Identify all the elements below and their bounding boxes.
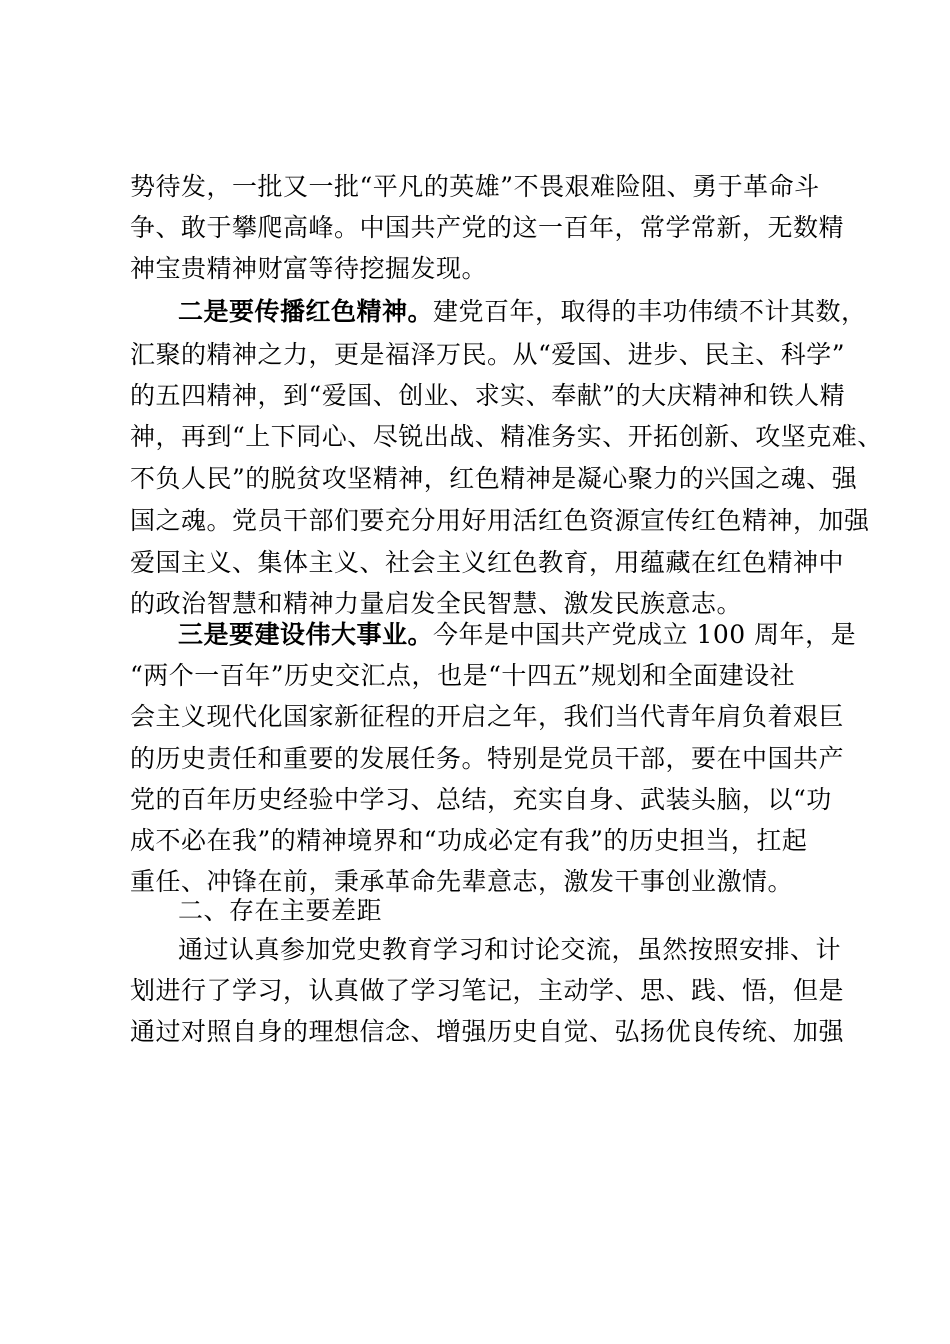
para3-first-line-text: 今年是中国共产党成立 100 周年，是 <box>433 620 857 649</box>
para2-first-line <box>178 297 867 327</box>
para3-line-4: 的历史责任和重要的发展任务。特别是党员干部，要在中国共产 <box>130 744 845 773</box>
para2-first-line-text: 建党百年，取得的丰功伟绩不计其数， <box>433 297 867 326</box>
para2-line-2: 汇聚的精神之力，更是福泽万民。从“爱国、进步、民主、科学” <box>130 340 846 369</box>
para1-line-3: 神宝贵精神财富等待挖掘发现。 <box>130 254 488 283</box>
para3-line-7: 重任、冲锋在前，秉承革命先辈意志，激发干事创业激情。 <box>130 867 794 896</box>
para3-heading: 三是要建设伟大事业。 <box>178 620 434 649</box>
para2-line-3: 的五四精神，到“爱国、创业、求实、奉献”的大庆精神和铁人精 <box>130 381 846 410</box>
para2-heading: 二是要传播红色精神。 <box>178 297 434 326</box>
para2-line-4: 神，再到“上下同心、尽锐出战、精准务实、开拓创新、攻坚克难、 <box>130 422 883 451</box>
para4-line-3: 通过对照自身的理想信念、增强历史自觉、弘扬优良传统、加强 <box>130 1017 845 1046</box>
para2-line-8: 的政治智慧和精神力量启发全民智慧、激发民族意志。 <box>130 589 743 618</box>
para3-line-2: “两个一百年”历史交汇点，也是“十四五”规划和全面建设社 <box>130 661 796 690</box>
para3-line-3: 会主义现代化国家新征程的开启之年，我们当代青年肩负着艰巨 <box>130 702 845 731</box>
para4-line-2: 划进行了学习，认真做了学习笔记，主动学、思、践、悟，但是 <box>130 976 845 1005</box>
para2-line-6: 国之魂。党员干部们要充分用好用活红色资源宣传红色精神，加强 <box>130 506 870 535</box>
section-heading: 二、存在主要差距 <box>178 896 383 925</box>
para1-line-2: 争、敢于攀爬高峰。中国共产党的这一百年，常学常新，无数精 <box>130 213 845 242</box>
para3-line-6: 成不必在我”的精神境界和“功成必定有我”的历史担当，扛起 <box>130 826 808 855</box>
para1-line-1: 势待发，一批又一批“平凡的英雄”不畏艰难险阻、勇于革命斗 <box>130 172 820 201</box>
para2-line-7: 爱国主义、集体主义、社会主义红色教育，用蕴藏在红色精神中 <box>130 548 845 577</box>
para3-first-line <box>178 620 856 650</box>
para4-first-line: 通过认真参加党史教育学习和讨论交流，虽然按照安排、计 <box>178 935 842 964</box>
para2-line-5: 不负人民”的脱贫攻坚精神，红色精神是凝心聚力的兴国之魂、强 <box>130 464 858 493</box>
para3-line-5: 党的百年历史经验中学习、总结，充实自身、武装头脑，以“功 <box>130 785 832 814</box>
